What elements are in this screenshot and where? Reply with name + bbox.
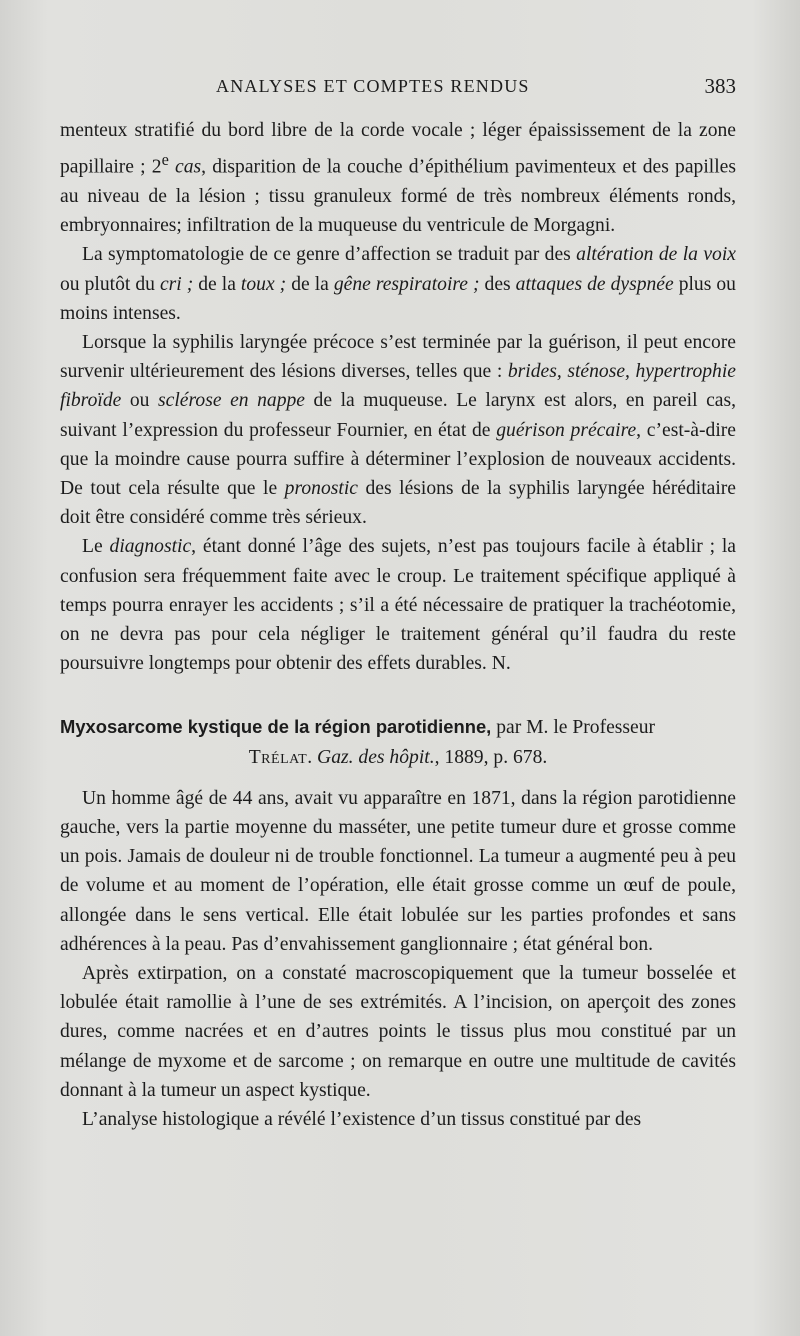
- page-number: 383: [704, 74, 736, 98]
- running-title: ANALYSES ET COMPTES RENDUS: [216, 76, 530, 96]
- paragraph: Lorsque la syphilis laryngée précoce s’est terminée par la guérison, il peut encore survenir ultérieurement des lésions diverses, telles que : brides, sténose, hypertrophie fibroïde ou sclérose en nappe de la muqueuse. Le larynx est alors, en pareil cas, suivant l’expression du professeur Fournier, en état de guérison précaire, c’est-à-dire que la moindre cause pourra suffire à déterminer l’explosion de nouveaux accidents. De tout cela résulte que le pronostic des lésions de la syphilis laryngée héréditaire doit être considéré comme très sérieux.: [60, 331, 736, 529]
- paragraph: menteux stratifié du bord libre de la corde vocale ; léger épaississement de la zone papillaire ; 2e cas, disparition de la couche d’épithélium pavimenteux et des papilles au niveau de la lésion ; tissu granuleux formé de très nombreux éléments ronds, embryonnaires; infiltration de la muqueuse du ventricule de Morgagni.: [60, 120, 736, 237]
- article-heading: Myxosarcome kystique de la région parotidienne, par M. le Professeur Trélat. Gaz. des hôpit., 1889, p. 678.: [60, 716, 656, 768]
- page-body: [60, 116, 736, 1134]
- paragraph: Un homme âgé de 44 ans, avait vu apparaître en 1871, dans la région parotidienne gauche, vers la partie moyenne du masséter, une petite tumeur dure et grosse comme un pois. Jamais de douleur ni de trouble fonctionnel. La tumeur a augmenté peu à peu de volume et au moment de l’opération, elle était grosse comme un œuf de poule, allongée dans le sens vertical. Elle était lobulée sur les parties profondes et sans adhérences à la peau. Pas d’envahissement ganglionnaire ; état général bon.: [60, 787, 736, 955]
- article-author: Trélat: [248, 746, 308, 768]
- paragraph: Le diagnostic, étant donné l’âge des sujets, n’est pas toujours facile à établir ; la confusion sera fréquemment faite avec le croup. Le traitement spécifique appliqué à temps pourra enrayer les accidents ; s’il a été nécessaire de pratiquer la trachéotomie, on ne devra pas pour cela négliger le traitement général qu’il faudra du reste poursuivre longtemps pour obtenir des effets durables. N.: [60, 536, 736, 675]
- journal-reference: Gaz. des hôpit.: [317, 746, 435, 768]
- page-header: [60, 76, 736, 106]
- paragraph: L’analyse histologique a révélé l’existence d’un tissus constitué par des: [82, 1109, 642, 1131]
- article-title: Myxosarcome kystique de la région parotidienne,: [60, 716, 492, 738]
- signature: N.: [491, 653, 511, 675]
- paragraph: Après extirpation, on a constaté macroscopiquement que la tumeur bosselée et lobulée était ramollie à l’une de ses extrémités. A l’incision, on aperçoit des zones dures, comme nacrées et en d’autres points le tissus plus mou constitué par un mélange de myxome et de sarcome ; on remarque en outre une multitude de cavités donnant à la tumeur un aspect kystique.: [60, 963, 736, 1101]
- paragraph: La symptomatologie de ce genre d’affection se traduit par des altération de la voix ou plutôt du cri ; de la toux ; de la gêne respiratoire ; des attaques de dyspnée plus ou moins intenses.: [60, 244, 736, 324]
